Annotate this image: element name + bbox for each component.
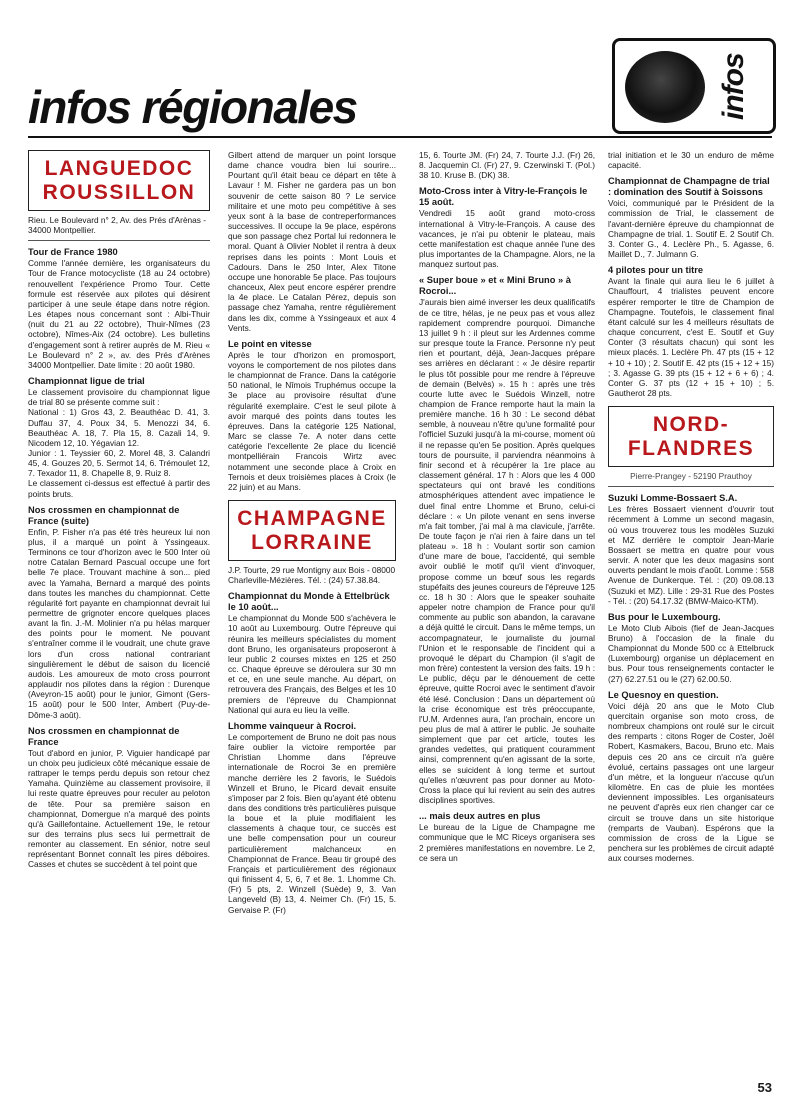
article-heading: ... mais deux autres en plus bbox=[419, 811, 541, 822]
page-number: 53 bbox=[757, 1080, 772, 1095]
article-heading: Championnat ligue de trial bbox=[28, 376, 145, 387]
article-heading: 4 pilotes pour un titre bbox=[608, 265, 704, 276]
article-body: Le championnat du Monde 500 s'achèvera le 10 août au Luxembourg. Outre l'épreuve qui réunira les meilleurs spécialistes du moment dont Bruno, les organisateurs proposeront à leur public 2 courses mixtes en 125 et 250 cc. Chaque épreuve se déroulera sur 30 mn et ce, en une seule manche. Au départ, on retrouvera des Français, des Belges et les 10 premiers de l'épreuve du Championnat National qui aura eu lieu la veille. bbox=[228, 613, 396, 715]
infos-logo bbox=[612, 38, 776, 134]
article-heading: Le point en vitesse bbox=[228, 338, 312, 349]
article-body: Les frères Bossaert viennent d'ouvrir tout récemment à Lomme un second magasin, où vous trouverez tous les modèles Suzuki et MZ derrière le comptoir Jean-Marie Bossaert se mettra en quatre pour vous servir. A noter que les deux magasins sont ouverts pendant le mois d'août. Lomme : 558 Avenue de Dunkerque. Tél. : (20) 09.08.13 (Suzuki et MZ). Lille : 29-31 Rue des Postes - Tél. : (20) 54.17.32 (BMW-Maico-KTM). bbox=[608, 504, 774, 606]
article-body: trial initiation et le 30 un enduro de même capacité. bbox=[608, 150, 774, 171]
article-body: Avant la finale qui aura lieu le 6 juillet à Chauffourt, 4 trialistes peuvent encore espérer remporter le titre de Champion de Champagne. Toutefois, le classement final étant calculé sur les 4 meilleurs résultats de chaque concurrent, c'est E. Soutif et Guy Conter (3 résultats chacun) qui sont les mieux placés. 1. Leclère Ph. 47 pts (15 + 12 + 10 + 10) ; 2. Soutif E. 42 pts (15 + 12 + 15) ; 3. Agasse G. 39 pts (15 + 12 + 6 + 6) ; 4. Conter G. 37 pts (12 + 15 + 10) ; 5. Gautherot 28 pts. bbox=[608, 276, 774, 398]
results-national: National : 1) Gros 43, 2. Beauthéac D. 41, 3. Duffau 37, 4. Poux 34, 5. Menozzi 34, 6. Beauthéac A. 18, 7. Pla 15, 8. Cazali 14, 9. Nicodem 12, 10. Yégavian 12. bbox=[28, 407, 210, 448]
article-body: Comme l'année dernière, les organisateurs du Tour de France motocycliste (18 au 24 octobre) renouvellent l'expérience Promo Tour. Cette formule est réservée aux pilotes qui désirent participer à une seule étape dans notre région. Les étapes nous concernant sont : Albi-Thuir (nuit du 21 au 22 octobre), Thuir-Nîmes (23 octobre), Nîmes-Aix (24 octobre). Les bulletins d'engagement sont à retirer auprès de M. Rieu « Le Boulevard n° 2 », av. des Prés d'Arènes 34000 Montpellier. Date limite : 20 août 1980. bbox=[28, 258, 210, 370]
region-name-line1: CHAMPAGNE bbox=[237, 507, 387, 530]
region-address: J.P. Tourte, 29 rue Montigny aux Bois - 08000 Charleville-Mézières. Tél. : (24) 57.38.84. bbox=[228, 565, 396, 586]
article-heading: Bus pour le Luxembourg. bbox=[608, 611, 721, 622]
article-body: Voici déjà 20 ans que le Moto Club quercitain organise son moto cross, de nombreux champions ont roulé sur le circuit des remparts : citons Roger de Coster, Joël Robert, Kasmakers, Bacou, Bruno etc. Mais depuis ces 20 ans ce circuit n'a guère évolué, certains passages ont une largeur d'un mètre, et la longueur n'accuse qu'un kilomètre. En cas de pluie les montées deviennent impossibles. Les organisateurs ne peuvent d'après eux rien changer car ce circuit se trouve dans un site historique (remparts de Vauban). Espérons que la commission de cross de la Ligue se penchera sur les problèmes de circuit adapté aux courses modernes. bbox=[608, 700, 774, 864]
logo-text: infos bbox=[717, 53, 750, 121]
article-body: Le Moto Club Aibois (fief de Jean-Jacques Bruno) à l'occasion de la finale du Championnat du Monde 500 cc à Ettelbruck (Luxembourg) organise un déplacement en bus. Pour tous renseignements contacter le (27) 62.27.51 ou le (27) 62.00.50. bbox=[608, 622, 774, 684]
region-box-languedoc bbox=[28, 150, 210, 211]
region-name-line2: LORRAINE bbox=[251, 531, 373, 554]
article-body: Voici, communiqué par le Président de la commission de Trial, le classement de l'avant-dernière épreuve du championnat de Champagne de trial. 1. Soutif E. 2 Soutif Ch. 3. Conter G., 4. Leclère Ph., 5. Agasse, 6. Maillet D., 7. Julmann G. bbox=[608, 198, 774, 260]
results-junior: Junior : 1. Teyssier 60, 2. Morel 48, 3. Calandri 45, 4. Gouzes 20, 5. Sermot 14, 6. Trémoulet 12, 7. Texador 11, 8. Chapelle 8, 9. Ruiz 8. bbox=[28, 447, 210, 479]
article-body: Tout d'abord en junior, P. Viguier handicapé par un choix peu judicieux côté mécanique essaie de rattraper le temps perdu depuis son retour chez Yamaha. Quinzième au classement provisoire, il lui reste quatre épreuves pour reculer au peloton de tête. Pour sa première saison en championnat, Domergue n'a marqué des points qu'à Gaillefontaine. Actuellement 19e, le retour sur des terrains plus secs lui permettrait de remonter au classement. En sénior, notre seul représentant Bonnet connaît les pires déboires. Casses et chutes se succèdent à tel point que bbox=[28, 747, 210, 870]
article-body: Le classement provisoire du championnat ligue de trial 80 se présente comme suit : bbox=[28, 387, 210, 408]
article-body: Le comportement de Bruno ne doit pas nous faire oublier la victoire remportée par Christian Lhomme dans l'épreuve internationale de Rocroi 3e en première manche derrière les 2 favoris, le Suédois Winzell et Bruno, le Picard devait ensuite s'imposer par 2 fois. Bien qu'ayant été obtenu dans des conditions très particulières puisque la boue et la pluie modifiaient les classements à chaque tour, ce succès est une belle compensation pour un coureur particulièrement malchanceux en Championnat de France. Beau tir groupé des Français et particulièrement des régionaux qui finissent 4, 5, 6, 7 et 8e. 1. Lhomme Ch. (Fr) 5 pts, 2. Winzell (Suède) 9, 3. Van Langeveld (B) 13, 4. Neimer Ch. (Fr) 15, 5. Gervaise P. (Fr) bbox=[228, 731, 396, 915]
title-rule bbox=[28, 136, 772, 138]
article-body: Vendredi 15 août grand moto-cross international à Vitry-le-François. A cause des vacances, je n'ai pu obtenir le plateau, mais cette manifestation est chaque année l'une des plus importantes de la Champagne. Alors, ne la manquez surtout pas. bbox=[419, 208, 595, 270]
article-heading: Lhomme vainqueur à Rocroi. bbox=[228, 720, 357, 731]
article-heading: « Super boue » et « Mini Bruno » à Rocroi... bbox=[419, 275, 571, 297]
region-box-nord bbox=[608, 406, 774, 467]
article-heading: Nos crossmen en championnat de France (suite) bbox=[28, 504, 180, 526]
article-body: Le bureau de la Ligue de Champagne me communique que le MC Riceys organisera ses 2 premières manifestations en novembre. Le 2, ce sera un bbox=[419, 822, 595, 863]
region-name-line2: FLANDRES bbox=[627, 437, 755, 461]
region-box-champagne bbox=[228, 500, 396, 561]
column-1 bbox=[28, 150, 210, 870]
article-body: Gilbert attend de marquer un point lorsque dame chance voudra bien lui sourire... Pourtant qu'il était beau ce départ en tête à Lavaur ! M. Fisher ne gardera pas un bon souvenir de cette saison 80 ? Le service militaire et une moto peu compétitive à ses yeux sont à la base de contreperformances successives. Il occupe la 9e place, espérons que son passage chez Portal lui redonnera le moral. Quant à Olivier Noblet il rentra à deux reprises dans les points : Mont Louis et Cadours. Dans le 250 Inter, Alex Titone occupe une honorable 5e place. Pas toujours chanceux, Alex peut encore espérer prendre la 4e place. Le Catalan Pérez, depuis son passage chez Yamaha, rentre régulièrement dans les dix, comme à Yssingeaux et aux 4 Vents. bbox=[228, 150, 396, 333]
article-heading: Tour de France 1980 bbox=[28, 247, 118, 258]
article-body: J'aurais bien aimé inverser les deux qualificatifs de ce titre, hélas, je ne peux pas et vous allez rapidement comprendre pourquoi. Dimanche 13 juillet 9 h : il pleut sur les Ardennes comme sur presque toute la France. Personne n'y peut rien et pourtant, déjà, Jean-Jacques prépare ses arrières en déclarant : « Je désire repartir le plus tôt possible pour me rendre à l'épreuve de demain (Belvès) ». 15 h : après une très courte lutte avec le Suédois Winzell, notre champion de France remporte haut la main la première manche. 16 h 30 : Le second débat semble, à nouveau n'être qu'une formalité pour l'officiel Suzuki jusqu'à la mi-course, moment où il ne repasse qu'en 5e position. Après quelques tours de poursuite, il parviendra néanmoins à finir second et à récupérer la 1re place au classement général. 17 h : Alors que les 4 000 spectateurs qui ont bravé les conditions atmosphériques attendent avec impatience le duel final entre Lhomme et Bruno, celui-ci déclare : « Un pilote venant en sens inverse m'a fait tomber, j'ai mal à ma clavicule, j'arrête. De toute façon je n'ai rien à faire dans un tel plateau ». 18 h : Voulant sortir son camion d'une mare de boue, l'accidenté, qui semble avoir oublié le motif qu'il vient d'invoquer, propose comme un bœuf sous les regards stupéfaits des jeunes coureurs de l'épreuve 125 cc. 18 h 30 : Alors que le speaker souhaite appeler notre champion de France pour qu'il commente au public son abandon, la caravane a déjà quitté le circuit. Dans le même temps, un accompagnateur, le journaliste du journal l'Union et le responsable de l'incident qui a provoqué le départ du Champion (il s'agit de mon frère) contestent la version des faits. 19 h : Le public, déçu par le dénouement de cette épreuve, quitte Rocroi avec le sentiment d'avoir été lésé. Conclusion : Dans un département où la crise économique est très préoccupante, l'U.M. Ardennes aura, l'an prochain, encore un peu plus de mal à attirer le public. Je souhaite simplement que par cet article, toutes les grandes vedettes, qui pratiquent couramment ainsi, comprennent qu'en agissant de la sorte, elles se suicident à long terme et surtout qu'elles n'œuvrent pas pour donner au Moto-Cross la place qui lui revient au sein des autres disciplines sportives. bbox=[419, 297, 595, 806]
article-body: Après le tour d'horizon en promosport, voyons le comportement de nos pilotes dans le championnat de France. Dans la catégorie 50 national, le Nîmois Truphémus occupe la 3e place au provisoire résultat d'une régularité exemplaire. C'est le seul pilote à avoir marqué des points dans toutes les épreuves. Dans la catégorie 125 National, Marc se classe 7e. A noter dans cette catégorie l'excellente 2e place du licencié montpelliérain Francois Wirtz avec notamment une seconde place à Croix en Ternois et deux troisièmes places à Croix (le 22 juin) et au Mans. bbox=[228, 349, 396, 492]
article-heading: Moto-Cross inter à Vitry-le-François le 15 août. bbox=[419, 186, 588, 208]
article-heading: Suzuki Lomme-Bossaert S.A. bbox=[608, 493, 738, 504]
article-heading: Nos crossmen en championnat de France bbox=[28, 725, 180, 747]
article-heading: Le Quesnoy en question. bbox=[608, 689, 719, 700]
region-name-line2: ROUSSILLON bbox=[42, 181, 196, 204]
article-heading: Championnat du Monde à Ettelbrück le 10 août... bbox=[228, 591, 390, 613]
article-heading: Championnat de Champagne de trial : domination des Soutif à Soissons bbox=[608, 176, 770, 198]
article-body: Enfin, P. Fisher n'a pas été très heureux lui non plus, il a marqué un point à Yssingeaux. Terminons ce tour d'horizon avec le 500 Inter où notre Catalan Bernard Pascual occupe une fort belle 7e place. Trouvant machine à son... pied avec la Yamaha, Bernard a marqué des points dans toutes les manches du championnat. Cette régularité fort payante en championnat devrait lui permettre de grignoter encore quelques places avant la fin. J.-M. Molinier n'a pu hélas marquer des points pour le moment. Ne pouvant s'entraîner comme il le voudrait, une chute grave lors d'un cross national contrariant singulièrement le début de saison du licencié audois. Les amoureux de moto cross pourront applaudir nos pilotes dans la région : Durenque (Aveyron-15 août) pour le junior, Gimont (Gers-15 août) pour le 500 Inter, Ambert (Puy-de-Dôme-3 août). bbox=[28, 526, 210, 720]
motorcyclist-icon bbox=[625, 51, 705, 123]
article-note: Le classement ci-dessus est effectué à partir des points bruts. bbox=[28, 478, 210, 499]
column-3 bbox=[419, 150, 595, 863]
region-address: Pierre-Prangey - 52190 Prauthoy bbox=[608, 471, 774, 487]
region-name-line1: LANGUEDOC bbox=[44, 157, 194, 180]
article-body: 15, 6. Tourte JM. (Fr) 24, 7. Tourte J.J. (Fr) 26, 8. Jacquemin Cl. (Fr) 27, 9. Czerwinski T. (Pol.) 38 10. Kruse B. (DK) 38. bbox=[419, 150, 595, 181]
column-4 bbox=[608, 150, 774, 863]
region-name-line1: NORD- bbox=[652, 413, 730, 437]
column-2 bbox=[228, 150, 396, 915]
region-address: Rieu. Le Boulevard n° 2, Av. des Prés d'Arènas - 34000 Montpellier. bbox=[28, 215, 210, 241]
page-title: infos régionales bbox=[28, 81, 357, 133]
